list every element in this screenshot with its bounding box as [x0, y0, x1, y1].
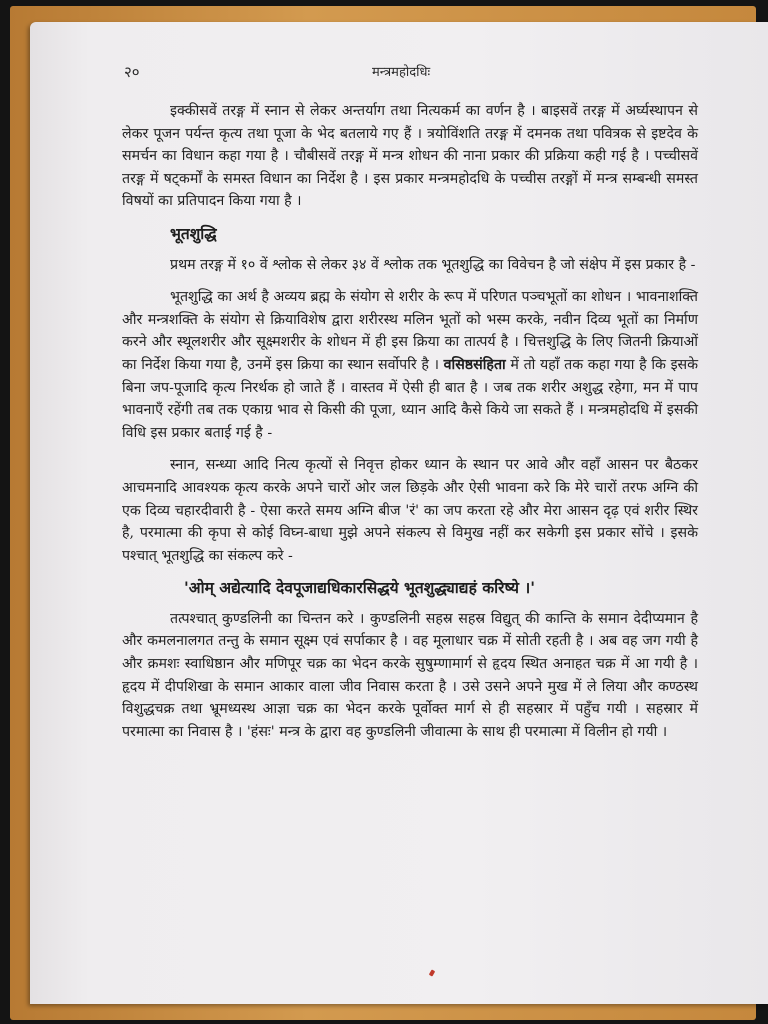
page-header: [124, 62, 698, 86]
paragraph-text: भूतशुद्धि का अर्थ है अव्यय ब्रह्म के संयोग से शरीर के रूप में परिणत पञ्चभूतों का शोधन । भावनाशक्ति और मन्त्रशक्ति के संयोग से क्रियाविशेष द्वारा शरीरस्थ मलिन भूतों को भस्म करके, नवीन दिव्य भूतों का निर्माण करने और स्थूलशरीर और सूक्ष्मशरीर के शोधन में ही इस क्रिया का तात्पर्य है । चित्तशुद्धि के लिए जितनी क्रियाओं का निर्देश किया गया है, उनमें इस क्रिया का स्थान सर्वोपरि है ।: [122, 289, 698, 373]
page-number: २०: [124, 63, 140, 81]
paragraph-text: में तो यहाँ तक कहा गया है कि इसके बिना जप-पूजादि कृत्य निरर्थक हो जाते हैं । वास्तव में ऐसी ही बात है । जब तक शरीर अशुद्ध रहेगा, मन में पाप भावनाएँ रहेंगी तब तक एकाग्र भाव से किसी की पूजा, ध्यान आदि कैसे किये जा सकते हैं । मन्त्रमहोदधि में इसकी विधि इस प्रकार बताई गई है -: [122, 356, 699, 441]
page-body: [122, 100, 698, 753]
paragraph-bhutashuddhi-meaning: [122, 286, 698, 444]
paragraph-procedure: स्नान, सन्ध्या आदि नित्य कृत्यों से निवृत्त होकर ध्यान के स्थान पर आवे और वहाँ आसन पर बैठकर आचमनादि आवश्यक कृत्य करके अपने चारों ओर जल छिड़के और ऐसी भावना करे कि मेरे चारों तरफ अग्नि की एक दिव्य चहारदीवारी है - ऐसा करते समय अग्नि बीज 'रं' का जप करता रहे और मेरा आसन दृढ़ एवं शरीर स्थिर है, परमात्मा की कृपा से कोई विघ्न-बाधा मुझे अपने संकल्प से विमुख नहीं कर सकेगी इस प्रकार सोंचे । इसके पश्चात् भूतशुद्धि का संकल्प करे -: [122, 457, 698, 564]
paragraph-intro: प्रथम तरङ्ग में १० वें श्लोक से लेकर ३४ वें श्लोक तक भूतशुद्धि का विवेचन है जो संक्षेप में इस प्रकार है -: [170, 256, 696, 273]
paragraph-kundalini: तत्पश्चात् कुण्डलिनी का चिन्तन करे । कुण्डलिनी सहस्र सहस्र विद्युत् की कान्ति के समान देदीप्यमान है और कमलनालगत तन्तु के समान सूक्ष्म एवं सर्पाकार है । वह मूलाधार चक्र में सोती रहती है । अब वह जग गयी है और क्रमशः स्वाधिष्ठान और मणिपूर चक्र का भेदन करके सुषुम्णामार्ग से हृदय स्थित अनाहत चक्र में आ गयी है । हृदय में दीपशिखा के समान आकार वाला जीव निवास करता है । उसे उसने अपने मुख में ले लिया और कण्ठस्थ विशुद्धचक्र तथा भ्रूमध्यस्थ आज्ञा चक्र का भेदन करके पूर्वोक्त मार्ग से ही सहस्रार में पहुँच गयी । सहस्रार में परमात्मा का निवास है । 'हंसः' मन्त्र के द्वारा वह कुण्डलिनी जीवात्मा के साथ ही परमात्मा में विलीन हो गयी ।: [122, 610, 698, 740]
paragraph-taranga-summary: इक्कीसवें तरङ्ग में स्नान से लेकर अन्तर्याग तथा नित्यकर्म का वर्णन है । बाइसवें तरङ्ग में अर्घ्यस्थापन से लेकर पूजन पर्यन्त कृत्य तथा पूजा के भेद बतलाये गए हैं । त्रयोविंशति तरङ्ग में दमनक तथा पवित्रक से इष्टदेव के समर्चन का विधान कहा गया है । चौबीसवें तरङ्ग में मन्त्र शोधन की नाना प्रकार की प्रक्रिया कही गई है । पच्चीसवें तरङ्ग में षट्कर्मों के समस्त विधान का निर्देश है । इस प्रकार मन्त्रमहोदधि के पच्चीस तरङ्गों में मन्त्र सम्बन्धी समस्त विषयों का प्रतिपादन किया गया है ।: [122, 103, 698, 210]
vasishtha-samhita-ref: वसिष्ठसंहिता: [443, 356, 506, 373]
section-heading: भूतशुद्धि: [170, 223, 217, 243]
sankalpa-mantra: 'ओम् अद्येत्यादि देवपूजाद्यधिकारसिद्धये भूतशुद्ध्याद्यहं करिष्ये ।': [184, 578, 535, 598]
running-title: मन्त्रमहोदधिः: [372, 65, 431, 80]
